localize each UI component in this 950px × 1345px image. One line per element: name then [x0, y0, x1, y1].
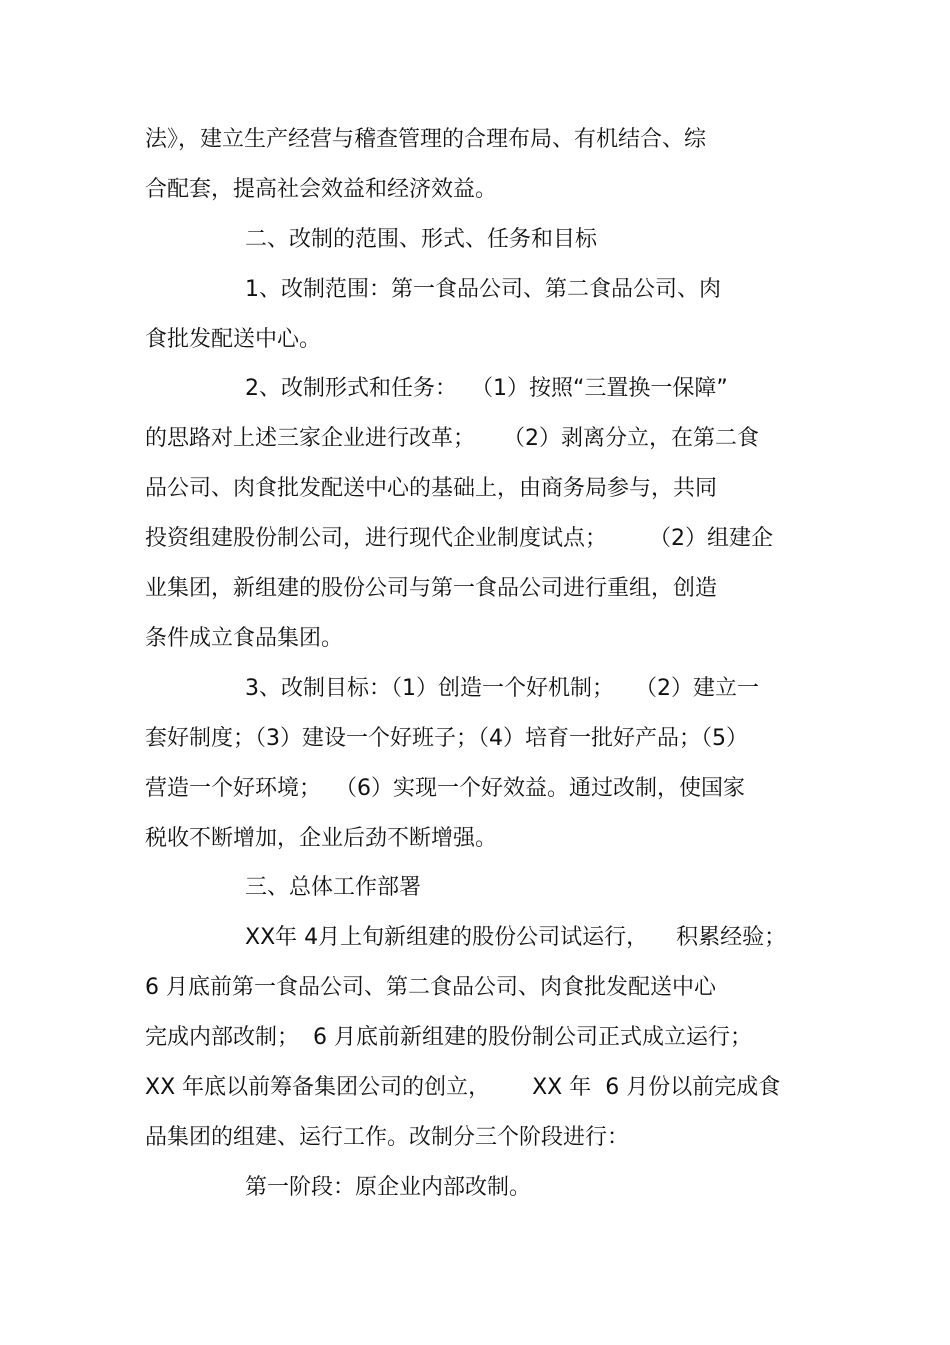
- text-line: 合配套，提高社会效益和经济效益。: [145, 177, 498, 202]
- text-line: 6 月底前第一食品公司、第二食品公司、肉食批发配送中心: [145, 975, 716, 1000]
- text-line: 1、改制范围：第一食品公司、第二食品公司、肉: [245, 277, 721, 302]
- text-line: 食批发配送中心。: [145, 327, 322, 352]
- section-heading: 二、改制的范围、形式、任务和目标: [245, 227, 598, 252]
- text-line: 套好制度；（3）建设一个好班子；（4）培育一批好产品；（5）: [145, 726, 748, 751]
- text-line: 3、改制目标：（1）创造一个好机制； （2）建立一: [245, 676, 759, 701]
- text-line: XX年 4月上旬新组建的股份公司试运行， 积累经验；: [245, 925, 787, 950]
- text-line: 营造一个好环境； （6）实现一个好效益。通过改制，使国家: [145, 776, 745, 801]
- text-line: 品集团的组建、运行工作。改制分三个阶段进行：: [145, 1125, 630, 1150]
- text-line: 投资组建股份制公司，进行现代企业制度试点； （2）组建企: [145, 526, 773, 551]
- section-heading: 三、总体工作部署: [245, 875, 422, 900]
- text-line: 第一阶段：原企业内部改制。: [245, 1175, 532, 1200]
- text-line: 法》，建立生产经营与稽查管理的合理布局、有机结合、综: [145, 127, 707, 152]
- text-line: 税收不断增加，企业后劲不断增强。: [145, 826, 498, 851]
- text-line: 条件成立食品集团。: [145, 626, 344, 651]
- text-line: 2、改制形式和任务： （1）按照“三置换一保障”: [245, 376, 728, 401]
- text-line: 的思路对上述三家企业进行改革； （2）剥离分立，在第二食: [145, 426, 759, 451]
- text-line: 业集团，新组建的股份公司与第一食品公司进行重组，创造: [145, 576, 718, 601]
- text-line: 品公司、肉食批发配送中心的基础上，由商务局参与，共同: [145, 476, 718, 501]
- text-line: XX 年底以前筹备集团公司的创立， XX 年 6 月份以前完成食: [145, 1075, 781, 1100]
- text-line: 完成内部改制； 6 月底前新组建的股份制公司正式成立运行；: [145, 1025, 752, 1050]
